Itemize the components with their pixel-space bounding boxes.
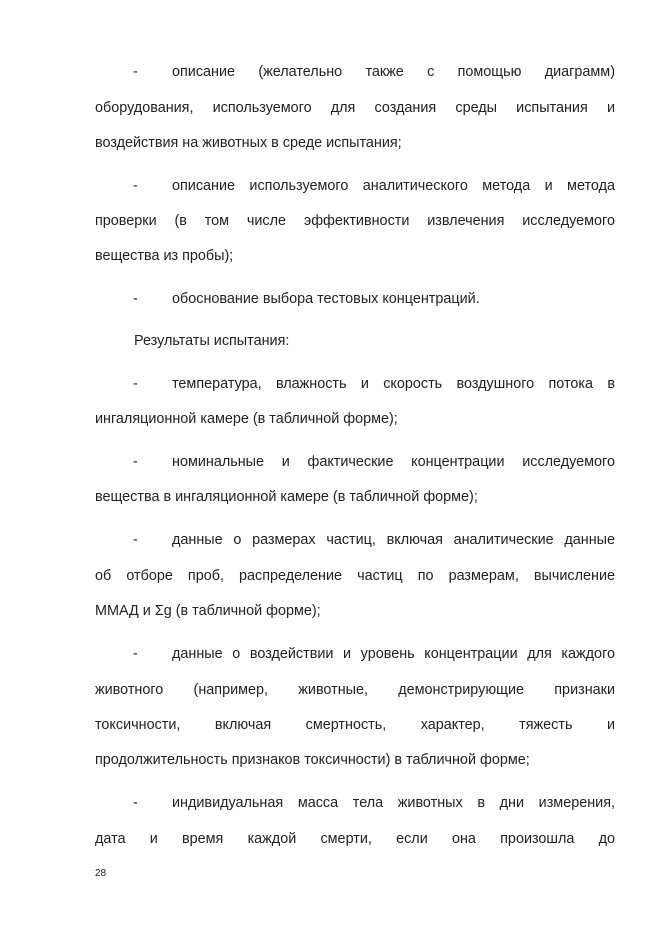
bullet-text: температура, влажность и скорость воздушного потока в xyxy=(172,376,615,392)
bullet-text: описание (желательно также с помощью диаграмм) xyxy=(172,64,615,80)
bullet-dash: - xyxy=(133,178,138,194)
bullet-dash: - xyxy=(133,795,138,811)
text-line: воздействия на животных в среде испытания; xyxy=(95,135,402,151)
bullet-text: описание используемого аналитического метода и метода xyxy=(172,178,615,194)
bullet-dash: - xyxy=(133,646,138,662)
bullet-text: номинальные и фактические концентрации исследуемого xyxy=(172,454,615,470)
text-line: продолжительность признаков токсичности) в табличной форме; xyxy=(95,752,530,768)
bullet-dash: - xyxy=(133,291,138,307)
text-line: оборудования, используемого для создания среды испытания и xyxy=(95,100,615,116)
bullet-dash: - xyxy=(133,376,138,392)
text-line: проверки (в том числе эффективности извлечения исследуемого xyxy=(95,213,615,229)
page-number: 28 xyxy=(95,868,107,879)
text-line: вещества из пробы); xyxy=(95,248,234,264)
text-line: животного (например, животные, демонстрирующие признаки xyxy=(95,682,615,698)
text-line: дата и время каждой смерти, если она произошла до xyxy=(95,831,615,847)
section-heading: Результаты испытания: xyxy=(134,333,290,349)
bullet-dash: - xyxy=(133,454,138,470)
bullet-text: данные о воздействии и уровень концентрации для каждого xyxy=(172,646,615,662)
bullet-text: обоснование выбора тестовых концентраций. xyxy=(172,291,480,307)
text-line: токсичности, включая смертность, характер, тяжесть и xyxy=(95,717,615,733)
bullet-text: данные о размерах частиц, включая аналитические данные xyxy=(172,532,615,548)
text-line: ингаляционной камере (в табличной форме); xyxy=(95,411,398,427)
bullet-dash: - xyxy=(133,532,138,548)
text-line: ММАД и Σg (в табличной форме); xyxy=(95,603,321,619)
text-line: об отборе проб, распределение частиц по размерам, вычисление xyxy=(95,568,615,584)
bullet-text: индивидуальная масса тела животных в дни измерения, xyxy=(172,795,615,811)
bullet-dash: - xyxy=(133,64,138,80)
text-line: вещества в ингаляционной камере (в табличной форме); xyxy=(95,489,478,505)
